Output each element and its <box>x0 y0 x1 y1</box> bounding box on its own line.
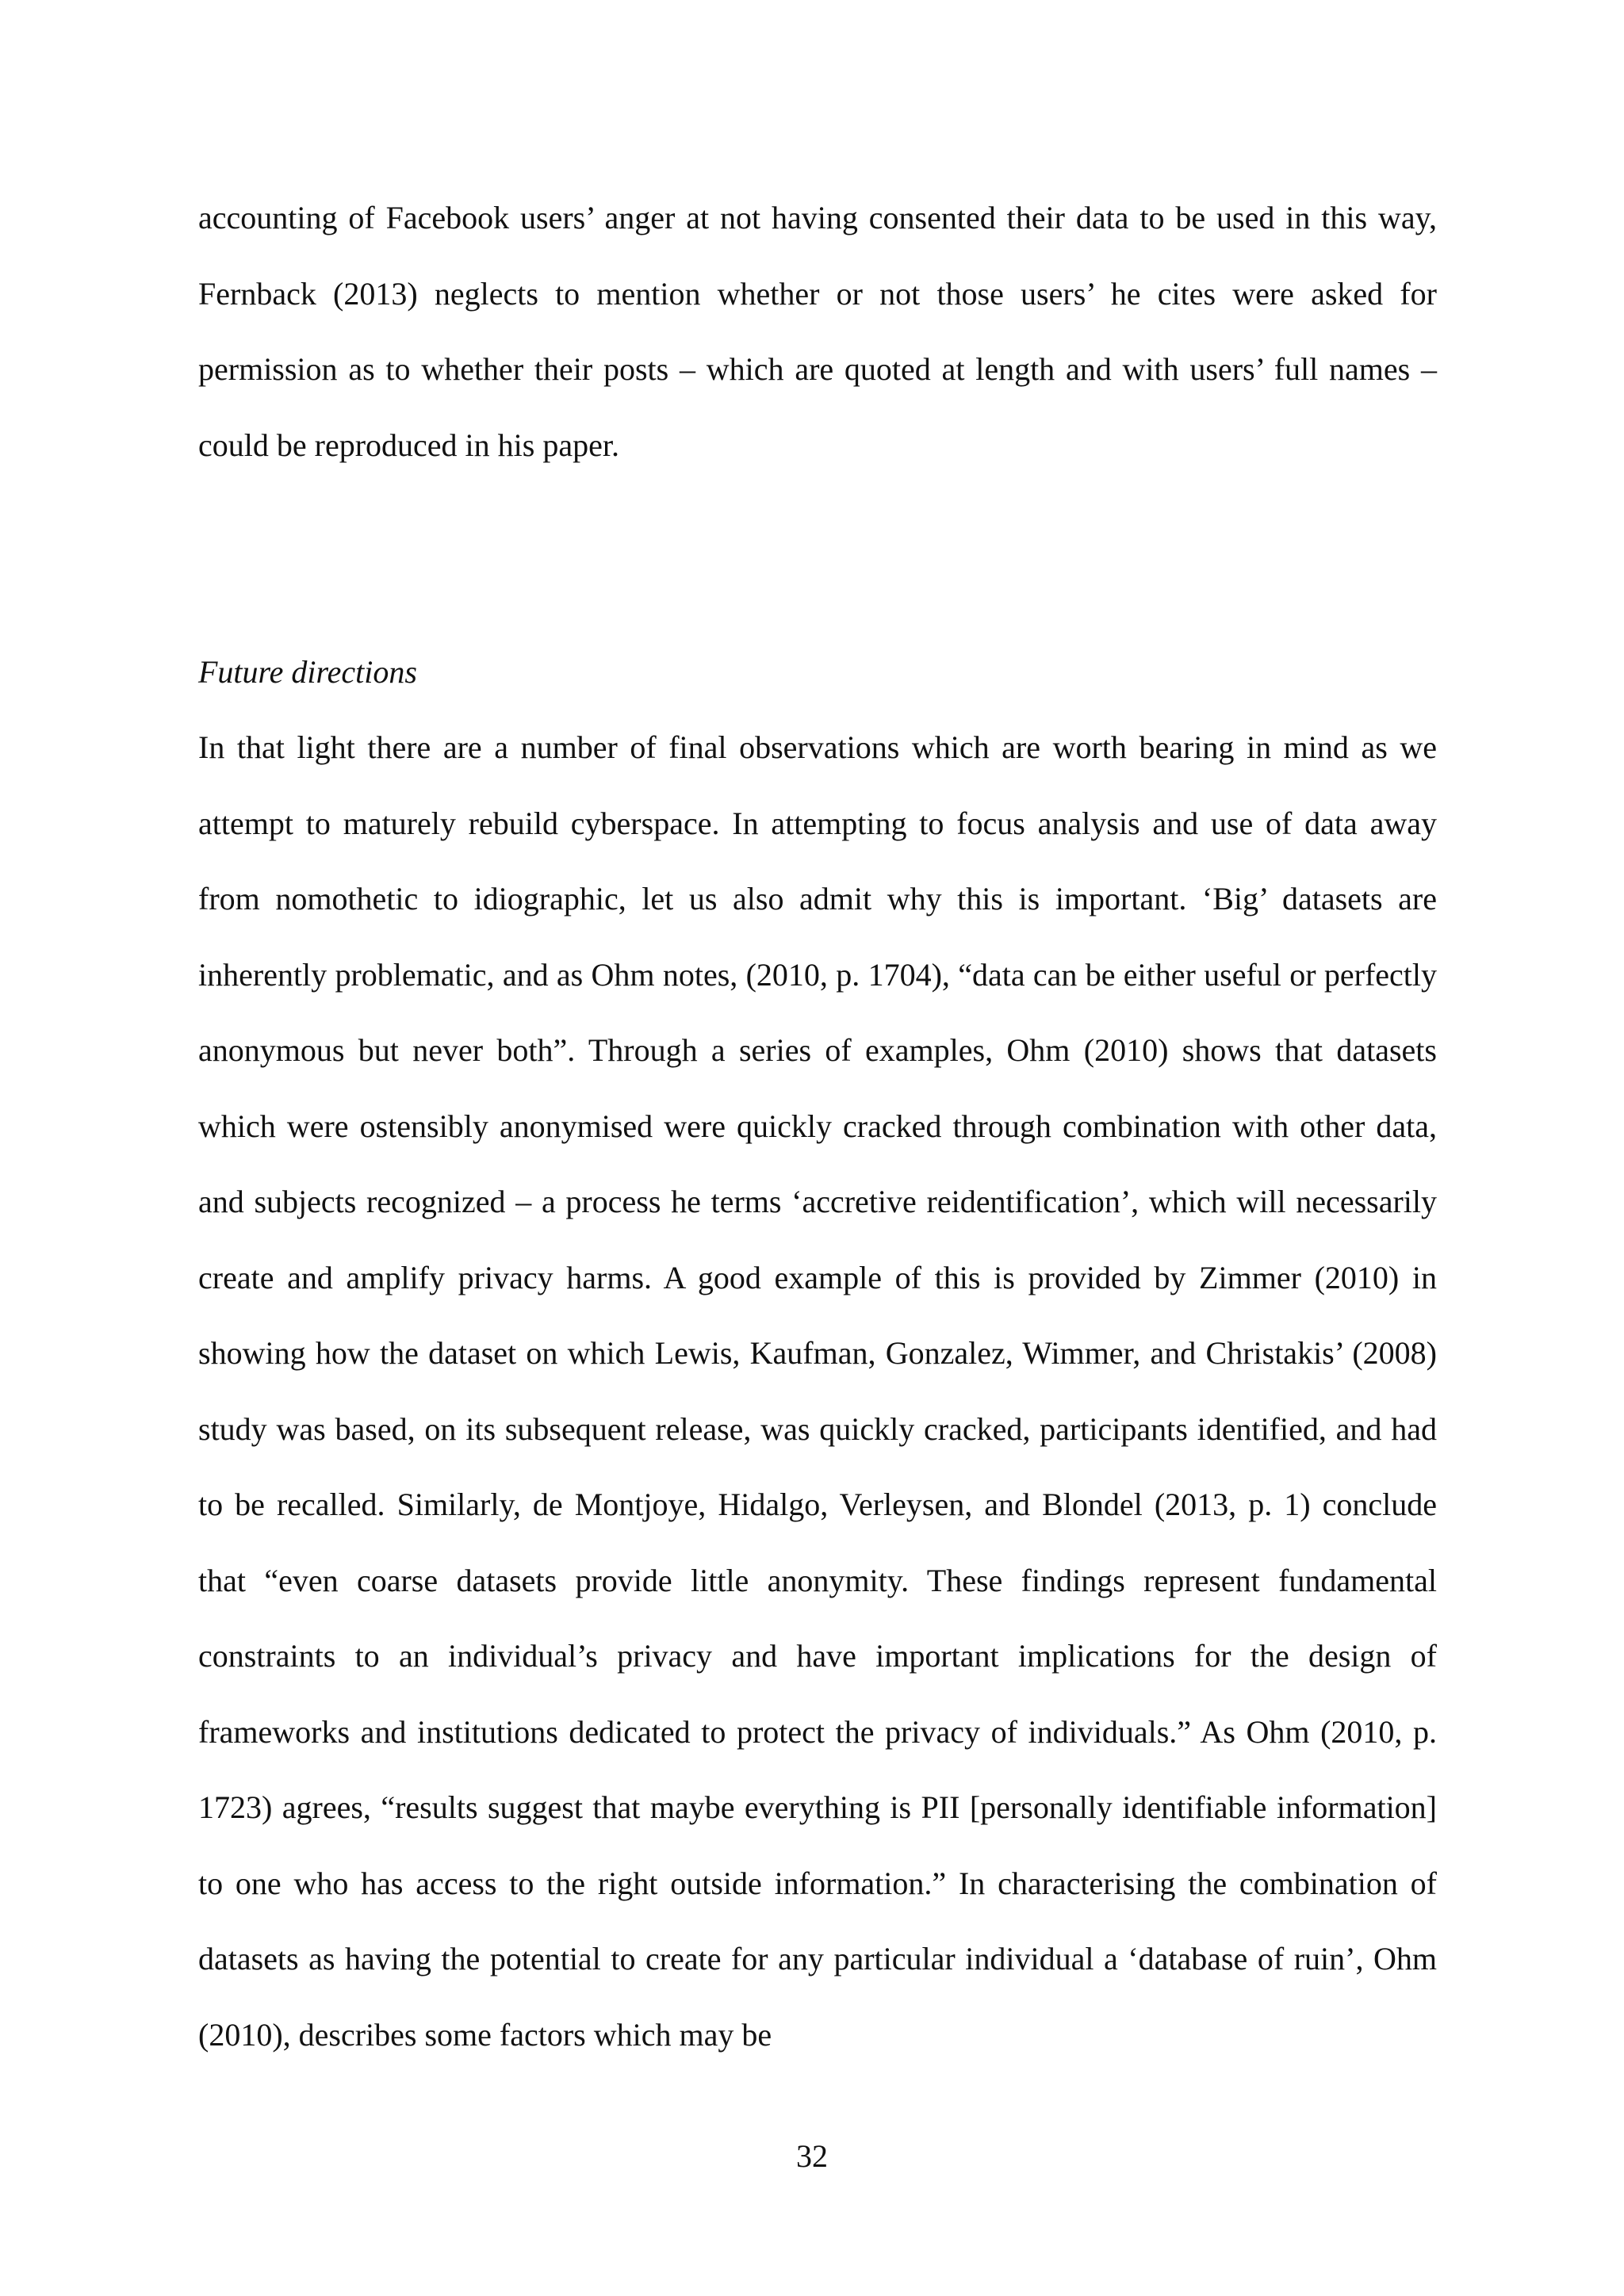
section-heading: Future directions <box>198 654 417 690</box>
paragraph-main: In that light there are a number of final observations which are worth bearing in mind as we attempt to maturely rebuild cyberspace. In attempting to focus analysis and use of data away from nomothetic to idiographic, let us also admit why this is important. ‘Big’ datasets are inherently problematic, and as Ohm notes, (2010, p. 1704), “data can be either useful or perfectly anonymous but never both”. Through a series of examples, Ohm (2010) shows that datasets which were ostensibly anonymised were quickly cracked through combination with other data, and subjects recognized – a process he terms ‘accretive reidentification’, which will necessarily create and amplify privacy harms. A good example of this is provided by Zimmer (2010) in showing how the dataset on which Lewis, Kaufman, Gonzalez, Wimmer, and Christakis’ (2008) study was based, on its subsequent release, was quickly cracked, participants identified, and had to be recalled. Similarly, de Montjoye, Hidalgo, Verleysen, and Blondel (2013, p. 1) conclude that “even coarse datasets provide little anonymity. These findings represent fundamental constraints to an individual’s privacy and have important implications for the design of frameworks and institutions dedicated to protect the privacy of individuals.” As Ohm (2010, p. 1723) agrees, “results suggest that maybe everything is PII [personally identifiable information] to one who has access to the right outside information.” In characterising the combination of datasets as having the potential to create for any particular individual a ‘database of ruin’, Ohm (2010), describes some factors which may be <box>198 729 1437 2053</box>
paragraph-continued: accounting of Facebook users’ anger at not having consented their data to be used in this way, Fernback (2013) neglects to mention whether or not those users’ he cites were asked for permission as to whether their posts – which are quoted at length and with users’ full names – could be reproduced in his paper. <box>198 200 1437 463</box>
page-number: 32 <box>796 2138 828 2174</box>
